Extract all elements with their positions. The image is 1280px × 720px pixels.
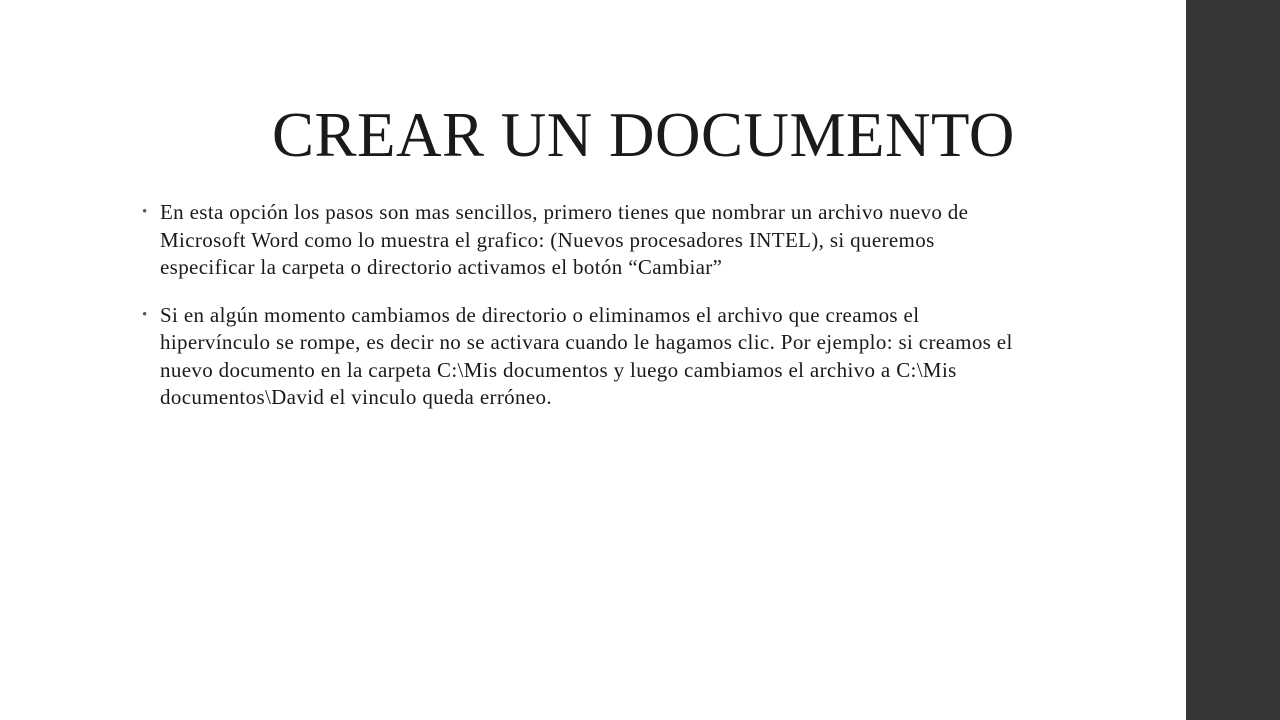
side-accent-bar [1186, 0, 1280, 720]
slide-title: CREAR UN DOCUMENTO [272, 100, 1015, 170]
bullet-item [140, 199, 1030, 282]
bullet-text: Si en algún momento cambiamos de directorio o eliminamos el archivo que creamos el hipervínculo se rompe, es decir no se activara cuando le hagamos clic. Por ejemplo: si creamos el nuevo documento en la carpeta C:\Mis documentos y luego cambiamos el archivo a C:\Mis documentos\David el vinculo queda erróneo. [160, 302, 1013, 409]
bullet-item [140, 302, 1030, 412]
bullet-dot-icon: • [142, 204, 148, 220]
bullet-list [140, 199, 1030, 432]
bullet-text: En esta opción los pasos son mas sencillos, primero tienes que nombrar un archivo nuevo de Microsoft Word como lo muestra el grafico: (Nuevos procesadores INTEL), si queremos especificar la carpeta o directorio activamos el botón “Cambiar” [160, 200, 969, 279]
bullet-dot-icon: • [142, 306, 148, 323]
